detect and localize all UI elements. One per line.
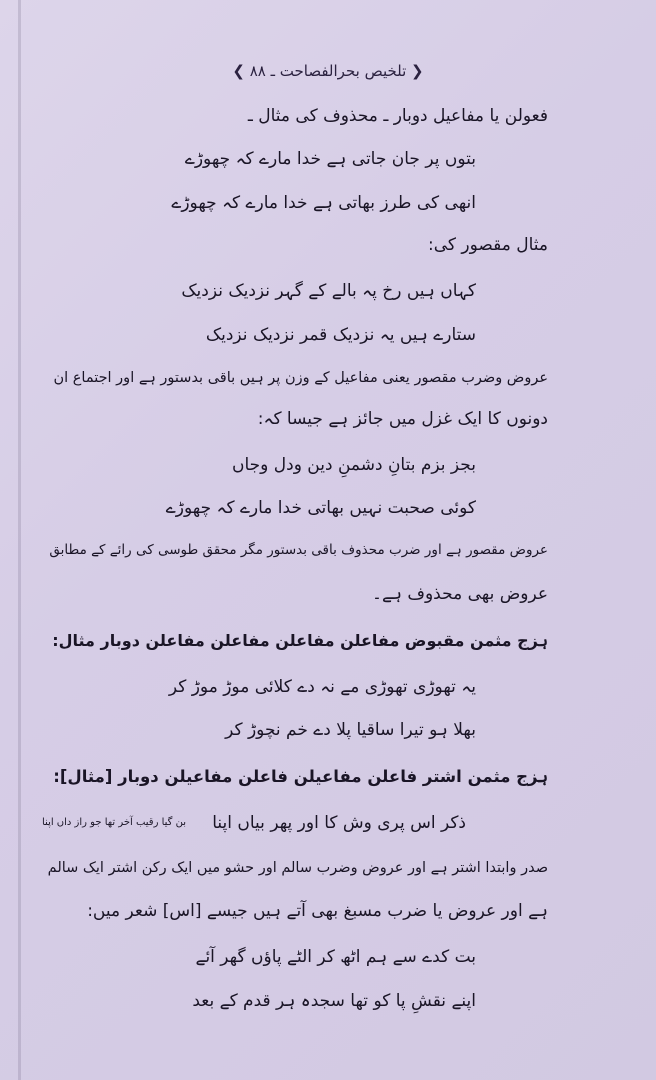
text-line-6: عروض بھی محذوف ہے۔ [372, 584, 548, 604]
text-line-8: ہے اور عروض یا ضرب مسبغ بھی آتے ہیں جیسے [اس] شعر میں: [87, 901, 548, 921]
verse-line-7: یہ تھوڑی تھوڑی مے نہ دے کلائی موڑ موڑ کر [168, 677, 476, 697]
verse-line-2: انھی کی طرز بھاتی ہے خدا مارے کہ چھوڑے [171, 193, 476, 213]
verse-line-5: بجز بزم بتانِ دشمنِ دین ودل وجاں [231, 455, 476, 475]
section-heading-2: ہزج مثمن اشتر فاعلن مفاعیلن فاعلن مفاعیلن دوبار [مثال]: [53, 767, 548, 786]
verse-line-6: کوئی صحبت نہیں بھاتی خدا مارے کہ چھوڑے [165, 498, 476, 518]
verse-line-3: کہاں ہیں رخ پہ بالے کے گہر نزدیک نزدیک [181, 281, 476, 301]
text-line-5: عروض مقصور ہے اور ضرب محذوف باقی بدستور مگر محقق طوسی کی رائے کے مطابق [49, 542, 548, 558]
text-line-7: صدر وابتدا اشتر ہے اور عروض وضرب سالم اور حشو میں ایک رکن اشتر ایک سالم [47, 860, 548, 876]
verse-line-10: بت کدے سے ہم اٹھ کر الٹے پاؤں گھر آئے [195, 947, 476, 967]
verse-line-8: بھلا ہو تیرا ساقیا پلا دے خم نچوڑ کر [225, 720, 476, 740]
verse-line-11: اپنے نقشِ پا کو تھا سجدہ ہر قدم کے بعد [192, 991, 476, 1011]
text-line-2: مثال مقصور کی: [427, 235, 548, 255]
verse-line-9b: بن گیا رقیب آخر تھا جو راز داں اپنا [42, 817, 186, 828]
text-line-3: عروض وضرب مقصور یعنی مفاعیل کے وزن پر ہیں باقی بدستور ہے اور اجتماع ان [53, 370, 548, 386]
verse-line-1: بتوں پر جان جاتی ہے خدا مارے کہ چھوڑے [184, 149, 476, 169]
verse-line-4: ستارے ہیں یہ نزدیک قمر نزدیک نزدیک [205, 325, 476, 345]
verse-line-9a: ذکر اس پری وش کا اور پھر بیاں اپنا [212, 813, 466, 833]
page-header: ❮ تلخیص بحرالفصاحت ـ ۸۸ ❯ [232, 62, 424, 80]
section-heading-1: ہزج مثمن مقبوض مفاعلن مفاعلن مفاعلن مفاعلن دوبار مثال: [52, 631, 548, 650]
text-line-4: دونوں کا ایک غزل میں جائز ہے جیسا کہ: [257, 409, 548, 429]
text-line-1: فعولن یا مفاعیل دوبار ـ محذوف کی مثال ـ [247, 106, 548, 126]
